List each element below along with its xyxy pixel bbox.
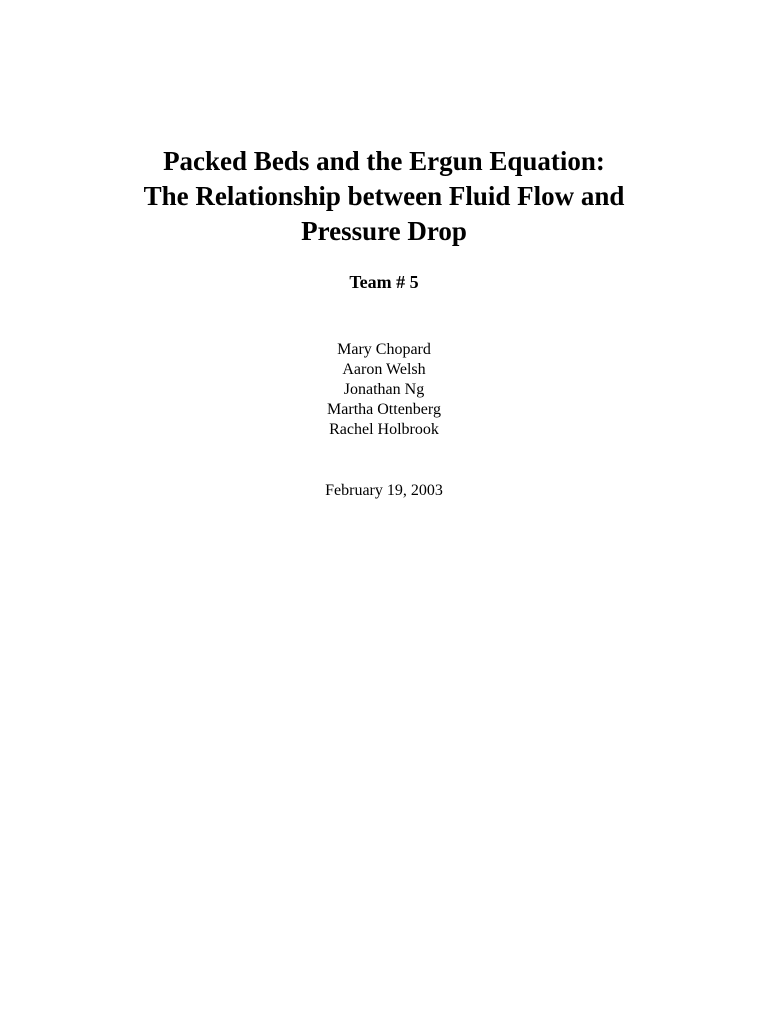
author-list (0, 340, 768, 440)
author-name: Rachel Holbrook (329, 421, 439, 438)
author-name: Jonathan Ng (343, 381, 425, 398)
title-line: Pressure Drop (301, 216, 467, 246)
document-title (0, 144, 768, 249)
author-name: Mary Chopard (337, 341, 431, 358)
author-name: Martha Ottenberg (327, 401, 441, 418)
team-label: Team # 5 (349, 272, 419, 292)
document-date: February 19, 2003 (325, 482, 443, 499)
title-line: The Relationship between Fluid Flow and (143, 181, 625, 211)
author-name: Aaron Welsh (342, 361, 426, 378)
title-line: Packed Beds and the Ergun Equation: (163, 146, 605, 176)
